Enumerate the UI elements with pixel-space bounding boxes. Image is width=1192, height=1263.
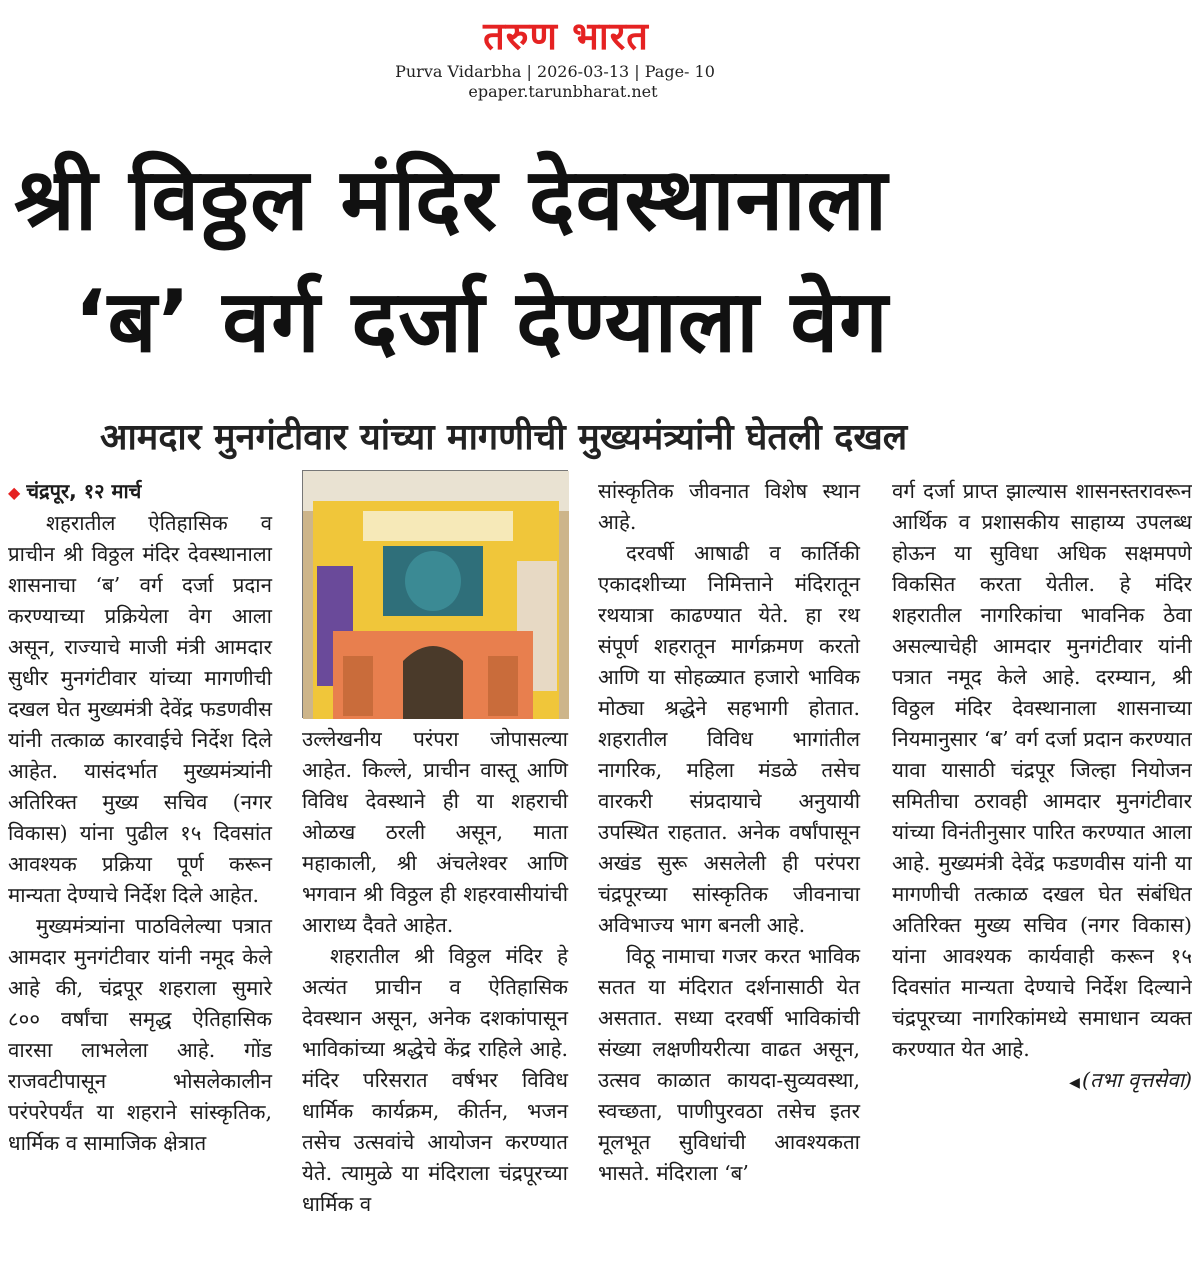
website-link[interactable]: epaper.tarunbharat.net [468,82,658,101]
paragraph: मुख्यमंत्र्यांना पाठविलेल्या पत्रात आमदार मुनगंटीवार यांनी नमूद केले आहे की, चंद्रपूर शहराला सुमारे ८०० वर्षांचा समृद्ध ऐतिहासिक वारसा लाभलेला आहे. गोंड राजवटीपासून भोसलेकालीन परंपरेपर्यंत या शहराने सांस्कृतिक, धार्मिक व सामाजिक क्षेत्रात [8,914,272,1155]
newspaper-logo [440,12,692,60]
headline-line-1: श्री विठ्ठल मंदिर देवस्थानाला [14,150,889,250]
column-2-text [302,724,568,1220]
dateline-text: चंद्रपूर, १२ मार्च [26,479,142,503]
article-column-3 [598,476,860,1263]
article-column-4 [892,476,1192,1263]
paragraph: शहरातील ऐतिहासिक व प्राचीन श्री विठ्ठल मंदिर देवस्थानाला शासनाचा ‘ब’ वर्ग दर्जा प्रदान करण्याच्या प्रक्रियेला वेग आला असून, राज्याचे माजी मंत्री आमदार सुधीर मुनगंटीवार यांच्या मागणीची दखल घेत मुख्यमंत्री देवेंद्र फडणवीस यांनी तत्काळ कारवाईचे निर्देश दिले आहेत. यासंदर्भात मुख्यमंत्र्यांनी अतिरिक्त मुख्य सचिव (नगर विकास) यांना पुढील १५ दिवसांत आवश्यक प्रक्रिया पूर्ण करून मान्यता देण्याचे निर्देश दिले आहेत. [8,511,272,907]
paragraph: विठू नामाचा गजर करत भाविक सतत या मंदिरात दर्शनासाठी येत असतात. सध्या दरवर्षी भाविकांची संख्या लक्षणीयरीत्या वाढत असून, उत्सव काळात कायदा-सुव्यवस्था, स्वच्छता, पाणीपुरवठा तसेच इतर मूलभूत सुविधांची आवश्यकता भासते. मंदिराला ‘ब’ [598,944,860,1185]
credit-text: (तभा वृत्तसेवा) [1081,1068,1192,1092]
article-column-1 [8,476,272,1263]
logo-text: तरुण भारत [483,14,649,58]
paragraph: उल्लेखनीय परंपरा जोपासल्या आहेत. किल्ले, प्राचीन वास्तू आणि विविध देवस्थाने ही या शहराची ओळख ठरली असून, माता महाकाली, श्री अंचलेश्वर आणि भगवान श्री विठ्ठल ही शहरवासीयांची आराध्य दैवते आहेत. [302,727,568,937]
diamond-bullet-icon: ◆ [8,483,21,502]
paragraph: वर्ग दर्जा प्राप्त झाल्यास शासनस्तरावरून आर्थिक व प्रशासकीय साहाय्य उपलब्ध होऊन या सुविधा अधिक सक्षमपणे विकसित करता येतील. हे मंदिर शहरातील नागरिकांचा भावनिक ठेवा असल्याचेही आमदार मुनगंटीवार यांनी पत्रात नमूद केले आहे. दरम्यान, श्री विठ्ठल मंदिर देवस्थानाला शासनाच्या नियमानुसार ‘ब’ वर्ग दर्जा प्रदान करण्यात यावा यासाठी चंद्रपूर जिल्हा नियोजन समितीचा ठरावही आमदार मुनगंटीवार यांच्या विनंतीनुसार पारित करण्यात आला आहे. मुख्यमंत्री देवेंद्र फडणवीस यांनी या मागणीची तत्काळ दखल घेत संबंधित अतिरिक्त मुख्य सचिव (नगर विकास) यांना आवश्यक कार्यवाही करून १५ दिवसांत मान्यता देण्याचे निर्देश दिल्याने चंद्रपूरच्या नागरिकांमध्ये समाधान व्यक्त करण्यात येत आहे. [892,479,1192,1061]
masthead [0,0,1146,104]
subheadline: आमदार मुनगंटीवार यांच्या मागणीची मुख्यमंत्र्यांनी घेतली दखल [100,417,908,458]
paragraph: सांस्कृतिक जीवनात विशेष स्थान आहे. [598,479,860,534]
headline-line-2: ‘ब’ वर्ग दर्जा देण्याला वेग [74,272,889,372]
article-column-2 [302,476,568,1263]
dateline [8,476,272,508]
edition-line: Purva Vidarbha | 2026-03-13 | Page- 10 [395,62,715,81]
paragraph: दरवर्षी आषाढी व कार्तिकी एकादशीच्या निमित्ताने मंदिरातून रथयात्रा काढण्यात येते. हा रथ संपूर्ण शहरातून मार्गक्रमण करतो आणि या सोहळ्यात हजारो भाविक मोठ्या श्रद्धेने सहभागी होतात. शहरातील विविध भागांतील नागरिक, महिला मंडळे तसेच वारकरी संप्रदायाचे अनुयायी उपस्थित राहतात. अनेक वर्षांपासून अखंड सुरू असलेली ही परंपरा चंद्रपूरच्या सांस्कृतिक जीवनाचा अविभाज्य भाग बनली आहे. [598,541,860,937]
pointer-left-icon: ◀ [1069,1075,1080,1091]
paragraph: शहरातील श्री विठ्ठल मंदिर हे अत्यंत प्राचीन व ऐतिहासिक देवस्थान असून, अनेक दशकांपासून भाविकांच्या श्रद्धेचे केंद्र राहिले आहे. मंदिर परिसरात वर्षभर विविध धार्मिक कार्यक्रम, कीर्तन, भजन तसेच उत्सवांचे आयोजन करण्यात येते. त्यामुळे या मंदिराला चंद्रपूरच्या धार्मिक व [302,944,568,1216]
credit-line [892,1065,1192,1099]
